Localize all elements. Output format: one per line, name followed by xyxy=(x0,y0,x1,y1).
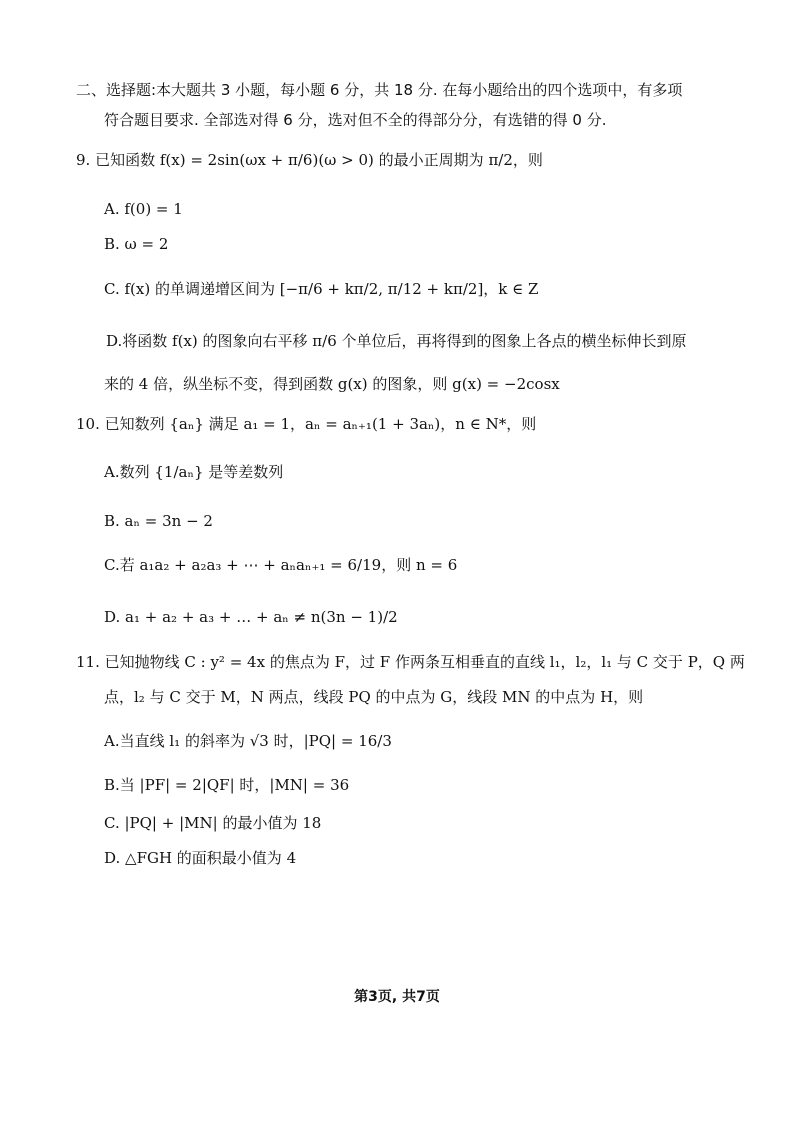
section-line-2: 符合题目要求. 全部选对得 6 分，选对但不全的得部分分，有选错的得 0 分. xyxy=(104,111,607,129)
q9-stem: 9. 已知函数 f(x) = 2sin(ωx + π/6)(ω > 0) 的最小正周期为 π/2，则 xyxy=(76,151,543,169)
q9-option-a: A. f(0) = 1 xyxy=(104,200,183,218)
q10-stem: 10. 已知数列 {aₙ} 满足 a₁ = 1，aₙ = aₙ₊₁(1 + 3aₙ)，n ∈ N*，则 xyxy=(76,415,537,433)
q10-option-a: A.数列 {1/aₙ} 是等差数列 xyxy=(104,463,284,481)
q11-stem-line1: 11. 已知抛物线 C : y² = 4x 的焦点为 F，过 F 作两条互相垂直的直线 l₁，l₂，l₁ 与 C 交于 P，Q 两 xyxy=(76,653,745,671)
q11-stem-line2: 点，l₂ 与 C 交于 M，N 两点，线段 PQ 的中点为 G，线段 MN 的中点为 H，则 xyxy=(104,688,644,706)
q9-option-d-line2: 来的 4 倍，纵坐标不变，得到函数 g(x) 的图象，则 g(x) = −2cosx xyxy=(104,375,560,393)
q9-option-c: C. f(x) 的单调递增区间为 [−π/6 + kπ/2, π/12 + kπ/2]，k ∈ Z xyxy=(104,280,539,298)
q9-option-b: B. ω = 2 xyxy=(104,235,169,253)
q11-option-d: D. △FGH 的面积最小值为 4 xyxy=(104,849,297,867)
q10-option-b: B. aₙ = 3n − 2 xyxy=(104,512,213,530)
q11-option-c: C. |PQ| + |MN| 的最小值为 18 xyxy=(104,814,322,832)
q11-option-b: B.当 |PF| = 2|QF| 时，|MN| = 36 xyxy=(104,776,350,794)
q11-option-a: A.当直线 l₁ 的斜率为 √3 时，|PQ| = 16/3 xyxy=(104,732,392,750)
q10-option-d: D. a₁ + a₂ + a₃ + … + aₙ ≠ n(3n − 1)/2 xyxy=(104,608,398,626)
q9-option-d-line1: D.将函数 f(x) 的图象向右平移 π/6 个单位后，再将得到的图象上各点的横坐标伸长到原 xyxy=(106,332,687,350)
q10-option-c: C.若 a₁a₂ + a₂a₃ + ⋯ + aₙaₙ₊₁ = 6/19，则 n = 6 xyxy=(104,556,458,574)
section-line-1: 二、选择题:本大题共 3 小题，每小题 6 分，共 18 分. 在每小题给出的四个选项中，有多项 xyxy=(76,81,683,99)
page-footer: 第3页, 共7页 xyxy=(354,989,440,1005)
